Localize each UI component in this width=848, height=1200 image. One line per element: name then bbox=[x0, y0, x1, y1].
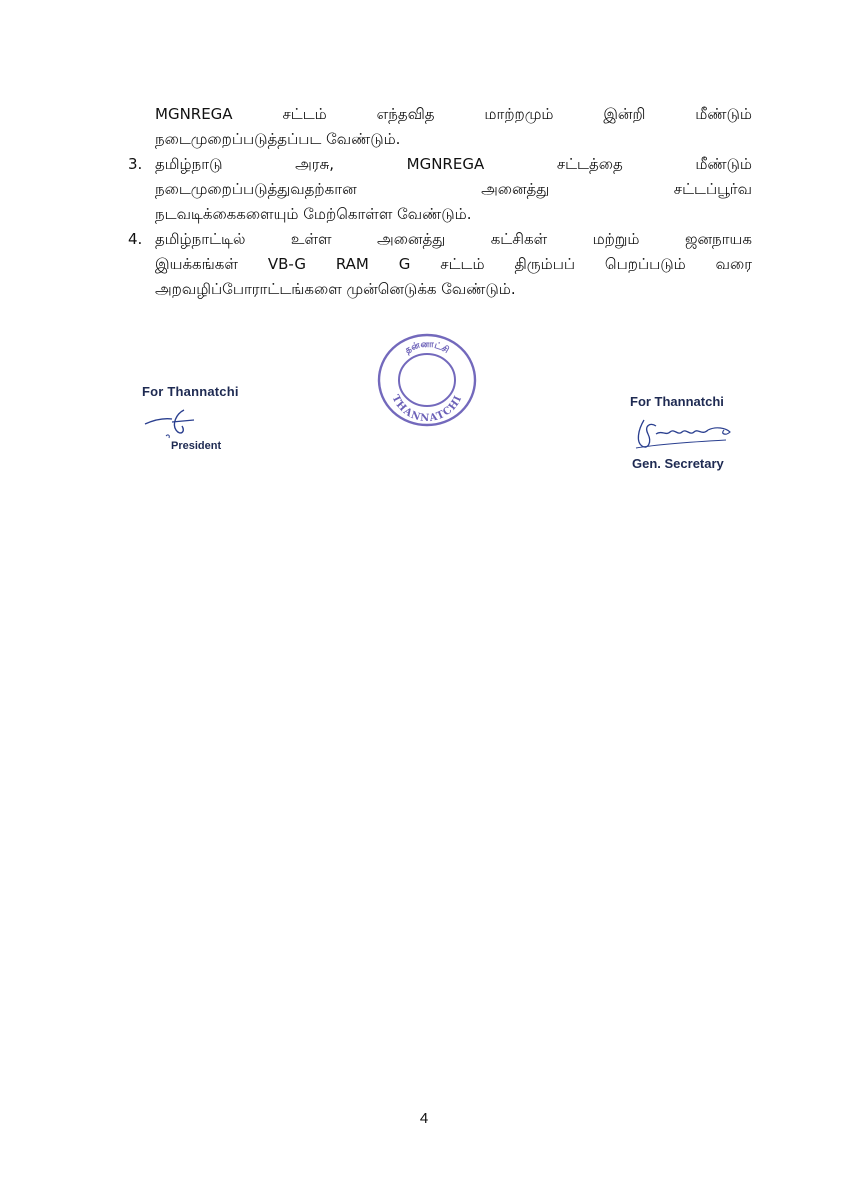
word: இன்றி bbox=[603, 105, 646, 123]
text-line bbox=[155, 177, 752, 202]
list-number: 4. bbox=[128, 230, 143, 248]
seal-top-text: தன்னாட்சி bbox=[403, 339, 451, 356]
text-line bbox=[155, 202, 752, 227]
word: எந்தவித bbox=[376, 105, 435, 123]
line-text: அறவழிப்போராட்டங்களை முன்னெடுக்க வேண்டும். bbox=[155, 280, 516, 298]
text-line bbox=[155, 152, 752, 177]
svg-text:THANNATCHI bbox=[389, 393, 464, 424]
word: G bbox=[398, 255, 411, 273]
word: RAM bbox=[335, 255, 369, 273]
word: VB-G bbox=[267, 255, 306, 273]
word: தமிழ்நாட்டில் bbox=[155, 230, 246, 248]
word: உள்ள bbox=[290, 230, 332, 248]
word: மற்றும் bbox=[592, 230, 640, 248]
president-signature-block bbox=[142, 384, 282, 464]
word: இயக்கங்கள் bbox=[155, 255, 238, 273]
word: சட்டத்தை bbox=[556, 155, 623, 173]
word: வரை bbox=[715, 255, 752, 273]
list-item-3 bbox=[120, 152, 752, 227]
for-label: For Thannatchi bbox=[142, 384, 239, 399]
text-line bbox=[155, 227, 752, 252]
word: அனைத்து bbox=[481, 180, 550, 198]
word: தமிழ்நாடு bbox=[155, 155, 223, 173]
gen-secretary-signature-block bbox=[630, 394, 760, 478]
line-text: நடவடிக்கைகளையும் மேற்கொள்ள வேண்டும். bbox=[155, 205, 472, 223]
for-label: For Thannatchi bbox=[630, 394, 724, 409]
word: மீண்டும் bbox=[695, 155, 752, 173]
gen-secretary-signature-icon bbox=[630, 412, 750, 456]
list-number: 3. bbox=[128, 155, 143, 173]
word: சட்டப்பூர்வ bbox=[673, 180, 752, 198]
organization-seal bbox=[372, 330, 482, 430]
word: MGNREGA bbox=[155, 105, 233, 123]
gen-secretary-role: Gen. Secretary bbox=[632, 456, 724, 471]
seal-bottom-text: THANNATCHI bbox=[389, 393, 465, 425]
line-text: நடைமுறைப்படுத்தப்பட வேண்டும். bbox=[155, 130, 401, 148]
seal-stamp-icon bbox=[372, 330, 482, 430]
word: திரும்பப் bbox=[514, 255, 576, 273]
word: கட்சிகள் bbox=[490, 230, 548, 248]
word: அனைத்து bbox=[377, 230, 446, 248]
text-line bbox=[155, 127, 752, 152]
list-item-4 bbox=[120, 227, 752, 302]
word: பெறப்படும் bbox=[604, 255, 686, 273]
word: நடைமுறைப்படுத்துவதற்கான bbox=[155, 180, 357, 198]
item-2-continuation bbox=[120, 102, 752, 152]
text-line bbox=[155, 277, 752, 302]
word: அரசு, bbox=[295, 155, 335, 173]
word: மீண்டும் bbox=[695, 105, 752, 123]
text-line bbox=[155, 102, 752, 127]
word: MGNREGA bbox=[406, 155, 485, 173]
president-role: President bbox=[171, 440, 222, 452]
body-text bbox=[120, 102, 752, 302]
page-number: 4 bbox=[419, 1110, 429, 1127]
word: சட்டம் bbox=[440, 255, 485, 273]
text-line bbox=[155, 252, 752, 277]
word: மாற்றமும் bbox=[484, 105, 554, 123]
word: சட்டம் bbox=[282, 105, 327, 123]
word: ஜனநாயக bbox=[684, 230, 752, 248]
